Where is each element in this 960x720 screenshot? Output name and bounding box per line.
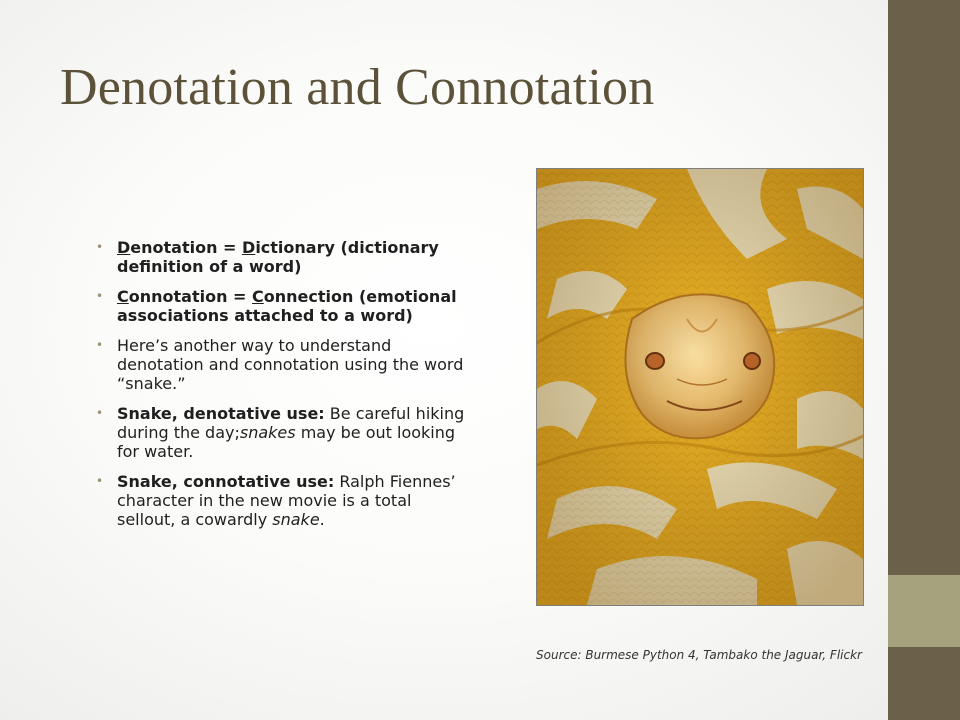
bullet-item <box>96 336 466 393</box>
bullet-dot-icon: • <box>96 289 104 303</box>
bullet-text-segment: . <box>319 510 325 529</box>
bullet-dot-icon: • <box>96 474 104 488</box>
bullet-text-segment: ictionary (dictionary definition of a word) <box>117 238 439 276</box>
bullet-text-segment: may be out looking for water. <box>117 423 456 461</box>
bullet-text-segment: Snake, denotative use: <box>117 404 325 423</box>
snake-photo <box>536 168 864 606</box>
bullet-item <box>96 287 466 325</box>
bullet-item <box>96 404 466 461</box>
bullet-text-segment: Ralph Fiennes’ character in the new movie is a total sellout, a cowardly <box>117 472 456 529</box>
slide-title: Denotation and Connotation <box>60 59 655 116</box>
bullet-dot-icon: • <box>96 406 104 420</box>
bullet-list <box>96 238 466 540</box>
bullet-text-segment: Be careful hiking during the day; <box>117 404 465 442</box>
bullet-text-segment: snakes <box>239 423 296 442</box>
sidebar-bar <box>888 0 960 720</box>
bullet-dot-icon: • <box>96 338 104 352</box>
bullet-text-segment: Snake, connotative use: <box>117 472 335 491</box>
bullet-text-segment: D <box>242 238 256 257</box>
bullet-item <box>96 472 466 529</box>
bullet-item <box>96 238 466 276</box>
bullet-text-segment: D <box>117 238 131 257</box>
bullet-text-segment: C <box>117 287 129 306</box>
bullet-text-segment: snake <box>272 510 320 529</box>
bullet-text-segment: Here’s another way to understand denotation and connotation using the word “snake.” <box>117 336 464 393</box>
bullet-text-segment: enotation = <box>130 238 243 257</box>
bullet-text-segment: onnection (emotional associations attached to a word) <box>117 287 457 325</box>
image-caption: Source: Burmese Python 4, Tambako the Jaguar, Flickr <box>536 648 862 662</box>
sidebar-accent-block <box>888 575 960 647</box>
bullet-text-segment: onnotation = <box>128 287 253 306</box>
bullet-text-segment: C <box>252 287 264 306</box>
bullet-dot-icon: • <box>96 240 104 254</box>
